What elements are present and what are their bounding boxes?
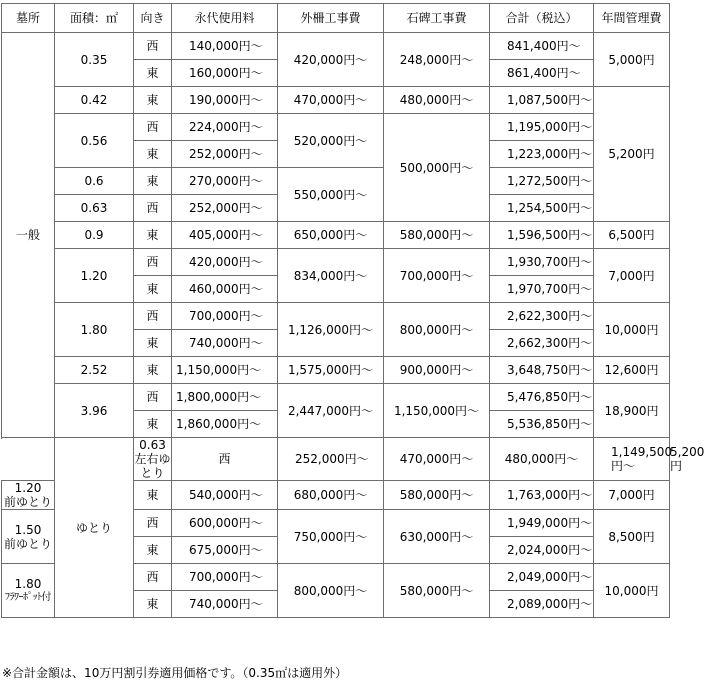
total-cell: 1,087,500円～: [490, 87, 594, 114]
total-cell: 5,536,850円～: [490, 411, 594, 438]
table-row: [2, 114, 670, 141]
stone-cell: 800,000円～: [384, 303, 490, 357]
perpetual-cell: 252,000円～: [172, 195, 278, 222]
header-area: 面積：㎡: [55, 4, 134, 33]
annual-cell: 8,500円: [594, 510, 670, 564]
annual-cell: 18,900円: [594, 384, 670, 438]
header-perpetual-fee: 永代使用料: [172, 4, 278, 33]
area-cell: 3.96: [55, 384, 134, 438]
total-cell: 1,970,700円～: [490, 276, 594, 303]
stone-cell: 900,000円～: [384, 357, 490, 384]
total-cell: 1,254,500円～: [490, 195, 594, 222]
perpetual-cell: 252,000円～: [172, 141, 278, 168]
perpetual-cell: 252,000円～: [278, 438, 384, 481]
total-cell: 5,476,850円～: [490, 384, 594, 411]
perpetual-cell: 160,000円～: [172, 60, 278, 87]
total-cell: 2,662,300円～: [490, 330, 594, 357]
direction-cell: 西: [134, 33, 172, 60]
direction-cell: 西: [134, 195, 172, 222]
table-row: [2, 222, 670, 249]
direction-cell: 東: [134, 357, 172, 384]
stone-cell: 630,000円～: [384, 510, 490, 564]
direction-cell: 西: [134, 249, 172, 276]
direction-cell: 西: [172, 438, 278, 481]
area-cell: [2, 564, 55, 618]
area-cell: 0.6: [55, 168, 134, 195]
direction-cell: 東: [134, 591, 172, 618]
header-site: 墓所: [2, 4, 55, 33]
area-value: 1.50: [14, 522, 42, 537]
area-cell: 0.35: [55, 33, 134, 87]
price-table: 墓所 面積：㎡ 向き 永代使用料 外柵工事費 石碑工事費 合計（税込） 年間管理費 一般 0.35 西 140,000円～ 420,000円～ 248,000円～ 841,400円～ 5,000円 東 160,000円～ 861,400円～ 0.42 東 190,000円～ 470,000円～ 480,000円～ 1,087,500円～ 5,200円 0.56 西 224,000円～ 520,000円～ 500,000円～ 1,195,000円～ 東 252,000円～ 1,223,000円～ 0.6 東 270,000円～ 550,000円～ 1,272,500円～ 0.63 西 252,000円～ 1,254,500円～ 0.9 東 405,000円～ 650,000円～ 580,000円～ 1,596,500円～ 6,500円 1.20 西 420,000円～ 834,000円～ 700,000円～ 1,930,700円～ 7,000円 東 460,000円～ 1,970,700円～ 1.80 西 700,000円～ 1,126,000円～ 800,000円～ 2,622,300円～ 10,000円 東 740,000円～ 2,662,300円～ 2.52 東 1,150,000円～ 1,575,000円～ 900,000円～ 3,648,750円～ 12,600円 3.96 西 1,800,000円～ 2,447,000円～ 1,150,000円～ 5,476,850円～ 18,900円 東 1,860,000円～ 5,536,850円～ ゆとり 0.63 左右ゆとり 西 252,000円～ 470,000円～ 480,000円～ 1,149,500円～ 5,200円 1.20 前ゆとり 東 540,000円～ 680,000円～ 580,000円～ 1,763,000円～ 7,000円 1.50 前ゆとり 西 600,000円～ 750,000円～ 630,000円～ 1,949,000円～ 8,500円 東 675,000円～ 2,024,000円～ 1.80 ﾌﾗﾜｰﾎﾟｯﾄ付 西 700,000円～ 800,000円～ 580,000円～ 2,049,000円～ 10,000円 東 740,000円～ 2,089,000円～: [1, 3, 670, 618]
perpetual-cell: 405,000円～: [172, 222, 278, 249]
direction-cell: 西: [134, 303, 172, 330]
header-fence-cost: 外柵工事費: [278, 4, 384, 33]
annual-cell: 10,000円: [594, 564, 670, 618]
perpetual-cell: 140,000円～: [172, 33, 278, 60]
total-cell: 1,272,500円～: [490, 168, 594, 195]
perpetual-cell: 740,000円～: [172, 330, 278, 357]
area-note: 前ゆとり: [3, 495, 52, 509]
annual-cell: 10,000円: [594, 303, 670, 357]
total-cell: 861,400円～: [490, 60, 594, 87]
perpetual-cell: 270,000円～: [172, 168, 278, 195]
direction-cell: 東: [134, 87, 172, 114]
area-cell: [134, 438, 172, 481]
area-note: 前ゆとり: [3, 536, 52, 551]
header-annual-fee: 年間管理費: [594, 4, 670, 33]
perpetual-cell: 675,000円～: [172, 537, 278, 564]
area-cell: 0.63: [55, 195, 134, 222]
direction-cell: 東: [134, 330, 172, 357]
stone-cell: 580,000円～: [384, 222, 490, 249]
perpetual-cell: 1,800,000円～: [172, 384, 278, 411]
total-cell: 1,596,500円～: [490, 222, 594, 249]
direction-cell: 東: [134, 60, 172, 87]
perpetual-cell: 420,000円～: [172, 249, 278, 276]
area-cell: 0.56: [55, 114, 134, 168]
direction-cell: 東: [134, 276, 172, 303]
direction-cell: 東: [134, 481, 172, 510]
total-cell: 841,400円～: [490, 33, 594, 60]
direction-cell: 東: [134, 537, 172, 564]
area-value: 1.20: [14, 481, 42, 495]
perpetual-cell: 224,000円～: [172, 114, 278, 141]
area-cell: 1.20: [55, 249, 134, 303]
area-note: ﾌﾗﾜｰﾎﾟｯﾄ付: [5, 591, 51, 603]
direction-cell: 西: [134, 510, 172, 537]
perpetual-cell: 540,000円～: [172, 481, 278, 510]
fence-cell: 650,000円～: [278, 222, 384, 249]
perpetual-cell: 740,000円～: [172, 591, 278, 618]
direction-cell: 西: [134, 564, 172, 591]
group-yutori: ゆとり: [55, 438, 134, 618]
fence-cell: 1,126,000円～: [278, 303, 384, 357]
perpetual-cell: 600,000円～: [172, 510, 278, 537]
fence-cell: 2,447,000円～: [278, 384, 384, 438]
fence-cell: 1,575,000円～: [278, 357, 384, 384]
fence-cell: 680,000円～: [278, 481, 384, 510]
stone-cell: 480,000円～: [384, 87, 490, 114]
perpetual-cell: 700,000円～: [172, 564, 278, 591]
stone-cell: 480,000円～: [490, 438, 594, 481]
stone-cell: 700,000円～: [384, 249, 490, 303]
direction-cell: 西: [134, 114, 172, 141]
header-total: 合計（税込）: [490, 4, 594, 33]
stone-cell: 580,000円～: [384, 564, 490, 618]
perpetual-cell: 1,150,000円～: [172, 357, 278, 384]
total-cell: 2,089,000円～: [490, 591, 594, 618]
group-general: 一般: [2, 33, 55, 438]
total-cell: 3,648,750円～: [490, 357, 594, 384]
area-cell: [2, 510, 55, 564]
table-row: [2, 87, 670, 114]
area-note: 左右ゆとり: [134, 452, 171, 480]
stone-cell: 500,000円～: [384, 114, 490, 222]
annual-cell: 7,000円: [594, 481, 670, 510]
direction-cell: 東: [134, 411, 172, 438]
table-row: [2, 357, 670, 384]
total-cell: 2,622,300円～: [490, 303, 594, 330]
area-cell: [2, 481, 55, 510]
perpetual-cell: 460,000円～: [172, 276, 278, 303]
direction-cell: 東: [134, 141, 172, 168]
area-value: 1.80: [14, 576, 42, 591]
stone-cell: 248,000円～: [384, 33, 490, 87]
annual-cell: 5,200円: [594, 87, 670, 222]
total-cell: 1,195,000円～: [490, 114, 594, 141]
direction-cell: 西: [134, 384, 172, 411]
footnote: ※合計金額は、10万円割引券適用価格です。（0.35㎡は適用外）: [2, 666, 348, 680]
stone-cell: 580,000円～: [384, 481, 490, 510]
total-cell: 2,049,000円～: [490, 564, 594, 591]
perpetual-cell: 700,000円～: [172, 303, 278, 330]
area-cell: 0.42: [55, 87, 134, 114]
total-cell: 1,930,700円～: [490, 249, 594, 276]
fence-cell: 550,000円～: [278, 168, 384, 222]
total-cell: 1,949,000円～: [490, 510, 594, 537]
annual-cell: 6,500円: [594, 222, 670, 249]
area-cell: 2.52: [55, 357, 134, 384]
fence-cell: 800,000円～: [278, 564, 384, 618]
total-cell: 1,149,500円～: [594, 438, 670, 481]
direction-cell: 東: [134, 168, 172, 195]
header-direction: 向き: [134, 4, 172, 33]
table-row: [2, 168, 670, 195]
header-stone-cost: 石碑工事費: [384, 4, 490, 33]
table-row: [2, 249, 670, 276]
annual-cell: 7,000円: [594, 249, 670, 303]
table-row: [2, 303, 670, 330]
fence-cell: 750,000円～: [278, 510, 384, 564]
total-cell: 2,024,000円～: [490, 537, 594, 564]
perpetual-cell: 190,000円～: [172, 87, 278, 114]
area-cell: 0.9: [55, 222, 134, 249]
header-row: [2, 4, 670, 33]
table-row: [2, 33, 670, 60]
total-cell: 1,763,000円～: [490, 481, 594, 510]
direction-cell: 東: [134, 222, 172, 249]
area-cell: 1.80: [55, 303, 134, 357]
fence-cell: 470,000円～: [278, 87, 384, 114]
total-cell: 1,223,000円～: [490, 141, 594, 168]
perpetual-cell: 1,860,000円～: [172, 411, 278, 438]
fence-cell: 470,000円～: [384, 438, 490, 481]
fence-cell: 420,000円～: [278, 33, 384, 87]
annual-cell: 12,600円: [594, 357, 670, 384]
table-row: [2, 384, 670, 411]
stone-cell: 1,150,000円～: [384, 384, 490, 438]
area-value: 0.63: [139, 438, 166, 452]
fence-cell: 834,000円～: [278, 249, 384, 303]
annual-cell: 5,000円: [594, 33, 670, 87]
fence-cell: 520,000円～: [278, 114, 384, 168]
